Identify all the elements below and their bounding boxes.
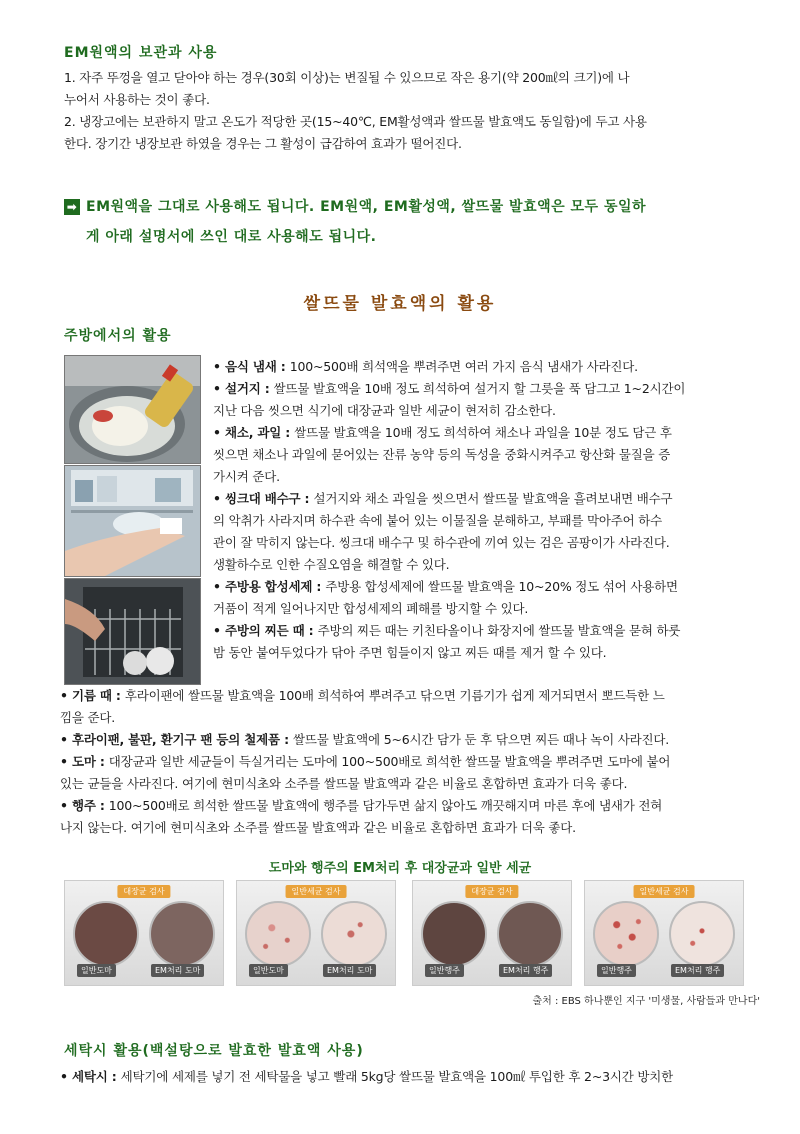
kitchen-line-text: 주방용 합성세제에 쌀뜨물 발효액을 10~20% 정도 섞어 사용하면 <box>325 579 678 594</box>
petri-dish <box>321 901 387 967</box>
kitchen-full-line-label: • 행주 : <box>60 798 109 813</box>
kitchen-full-line-text: 100~500배로 희석한 쌀뜨물 발효액에 행주를 담가두면 삶지 않아도 깨끗해지며 마른 후에 냄새가 전혀 <box>108 798 663 813</box>
storage-heading: EM원액의 보관과 사용 <box>64 45 218 61</box>
kitchen-line <box>213 620 773 642</box>
kitchen-line <box>213 642 773 664</box>
petri-dish <box>497 901 563 967</box>
kitchen-line-text: 지난 다음 씻으면 식기에 대장균과 일반 세균이 현저히 감소한다. <box>213 403 556 418</box>
kitchen-full-items <box>60 685 765 839</box>
kitchen-line-label: • 채소, 과일 : <box>213 425 295 440</box>
kitchen-line-label: • 주방의 찌든 때 : <box>213 623 318 638</box>
kitchen-line-text: 밤 동안 붙여두었다가 닦아 주면 힘들이지 않고 찌든 때를 제거 할 수 있다. <box>213 645 607 660</box>
kitchen-line <box>213 488 773 510</box>
kitchen-full-line <box>60 817 765 839</box>
callout-line2: 게 아래 설명서에 쓰인 대로 사용해도 됩니다. <box>86 229 377 245</box>
petri-panel-2 <box>236 880 396 986</box>
kitchen-full-line <box>60 795 765 817</box>
callout-line1: EM원액을 그대로 사용해도 됩니다. EM원액, EM활성액, 쌀뜨물 발효액은 모두 동일하 <box>86 199 647 215</box>
kitchen-line <box>213 554 773 576</box>
kitchen-full-line <box>60 685 765 707</box>
dishwasher-photo <box>64 578 201 685</box>
section-title: 쌀뜨물 발효액의 활용 <box>303 294 497 314</box>
refrigerator-photo <box>64 465 201 577</box>
kitchen-line <box>213 378 773 400</box>
laundry-heading: 세탁시 활용(백설탕으로 발효한 발효액 사용) <box>64 1043 364 1059</box>
figure-source: 출처 : EBS 하나뿐인 지구 '미생물, 사람들과 만나다' <box>532 996 760 1007</box>
kitchen-full-line <box>60 773 765 795</box>
petri-panel-4 <box>584 880 744 986</box>
kitchen-full-line-label: • 후라이팬, 불판, 환기구 팬 등의 철제품 : <box>60 732 294 747</box>
kitchen-line <box>213 444 773 466</box>
kitchen-full-line <box>60 707 765 729</box>
petri-dish <box>421 901 487 967</box>
kitchen-line-text: 주방의 찌든 때는 키친타올이나 화장지에 쌀뜨물 발효액을 묻혀 하룻 <box>317 623 681 638</box>
kitchen-full-line-text: 후라이팬에 쌀뜨물 발효액을 100배 희석하여 뿌려주고 닦으면 기름기가 쉽게 제거되면서 뽀드득한 느 <box>124 688 665 703</box>
kitchen-line-text: 쌀뜨물 발효액을 10배 정도 희석하여 채소나 과일을 10분 정도 담근 후 <box>294 425 672 440</box>
petri-dish <box>593 901 659 967</box>
kitchen-line-text: 쌀뜨물 발효액을 10배 정도 희석하여 설거지 할 그릇을 푹 담그고 1~2시간이 <box>273 381 686 396</box>
panel-left-label: 일반행주 <box>597 964 636 977</box>
kitchen-line <box>213 400 773 422</box>
kitchen-line-text: 설거지와 채소 과일을 씻으면서 쌀뜨물 발효액을 흘려보내면 배수구 <box>313 491 673 506</box>
kitchen-line <box>213 510 773 532</box>
storage-item2-line2: 한다. 장기간 냉장보관 하였을 경우는 그 활성이 급감하여 효과가 떨어진다. <box>64 136 462 151</box>
panel-left-label: 일반도마 <box>249 964 288 977</box>
kitchen-line-text: 거품이 적게 일어나지만 합성세제의 폐해를 방지할 수 있다. <box>213 601 529 616</box>
dishwashing-photo <box>64 355 201 464</box>
callout <box>64 192 764 252</box>
kitchen-full-line-text: 대장균과 일반 세균들이 득실거리는 도마에 100~500배로 희석한 쌀뜨물 발효액을 뿌려주면 도마에 붙어 <box>108 754 671 769</box>
kitchen-full-line-label: • 기름 때 : <box>60 688 125 703</box>
kitchen-line-text: 씻으면 채소나 과일에 묻어있는 잔류 농약 등의 독성을 중화시켜주고 항산화 물질을 증 <box>213 447 671 462</box>
laundry-line <box>60 1066 770 1088</box>
kitchen-heading: 주방에서의 활용 <box>64 328 172 344</box>
panel-badge: 대장균 검사 <box>117 885 170 898</box>
petri-dish <box>245 901 311 967</box>
kitchen-line-text: 가시켜 준다. <box>213 469 280 484</box>
kitchen-full-line <box>60 751 765 773</box>
storage-item2-line1: 2. 냉장고에는 보관하지 말고 온도가 적당한 곳(15~40℃, EM활성액과 쌀뜨물 발효액도 동일함)에 두고 사용 <box>64 114 647 129</box>
panel-badge: 대장균 검사 <box>465 885 518 898</box>
kitchen-line <box>213 422 773 444</box>
kitchen-full-line-label: • 도마 : <box>60 754 109 769</box>
laundry-line-text: 세탁기에 세제를 넣기 전 세탁물을 넣고 빨래 5kg당 쌀뜨물 발효액을 100㎖ 투입한 후 2~3시간 방치한 <box>120 1069 673 1084</box>
panel-badge: 일반세균 검사 <box>634 885 695 898</box>
kitchen-line <box>213 576 773 598</box>
kitchen-full-line-text: 쌀뜨물 발효액에 5~6시간 담가 둔 후 닦으면 찌든 때나 녹이 사라진다. <box>293 732 670 747</box>
callout-line1-row <box>64 192 764 222</box>
kitchen-line-text: 생활하수로 인한 수질오염을 해결할 수 있다. <box>213 557 450 572</box>
panel-badge: 일반세균 검사 <box>286 885 347 898</box>
kitchen-line <box>213 598 773 620</box>
storage-item1-line2: 누어서 사용하는 것이 좋다. <box>64 92 210 107</box>
petri-panel-3 <box>412 880 572 986</box>
panel-left-label: 일반행주 <box>425 964 464 977</box>
panel-right-label: EM처리 도마 <box>151 964 204 977</box>
panel-right-label: EM처리 행주 <box>499 964 552 977</box>
kitchen-line-label: • 설거지 : <box>213 381 274 396</box>
petri-dish <box>149 901 215 967</box>
kitchen-full-line <box>60 729 765 751</box>
kitchen-full-line-text: 있는 균들을 사라진다. 여기에 현미식초와 소주를 쌀뜨물 발효액과 같은 비율로 혼합하면 효과가 더욱 좋다. <box>60 776 628 791</box>
kitchen-line-label: • 주방용 합성세제 : <box>213 579 326 594</box>
storage-body <box>64 67 764 155</box>
panel-right-label: EM처리 행주 <box>671 964 724 977</box>
figure-caption: 도마와 행주의 EM처리 후 대장균과 일반 세균 <box>268 861 532 876</box>
kitchen-full-line-text: 낌을 준다. <box>60 710 116 725</box>
petri-dish <box>73 901 139 967</box>
dishwasher-illustration <box>65 579 200 684</box>
kitchen-line-label: • 씽크대 배수구 : <box>213 491 314 506</box>
kitchen-line-text: 의 악취가 사라지며 하수관 속에 붙어 있는 이물질을 분해하고, 부패를 막아주어 하수 <box>213 513 663 528</box>
kitchen-line-text: 100~500배 희석액을 뿌려주면 여러 가지 음식 냄새가 사라진다. <box>289 359 638 374</box>
kitchen-line-label: • 음식 냄새 : <box>213 359 290 374</box>
dishwashing-illustration <box>65 356 200 463</box>
laundry-line-label: • 세탁시 : <box>60 1069 121 1084</box>
panel-right-label: EM처리 도마 <box>323 964 376 977</box>
kitchen-line-text: 관이 잘 막히지 않는다. 씽크대 배수구 및 하수관에 끼여 있는 검은 곰팡이가 사라진다. <box>213 535 670 550</box>
kitchen-items <box>213 356 773 664</box>
kitchen-line <box>213 356 773 378</box>
kitchen-full-line-text: 나지 않는다. 여기에 현미식초와 소주를 쌀뜨물 발효액과 같은 비율로 혼합하면 효과가 더욱 좋다. <box>60 820 576 835</box>
kitchen-line <box>213 532 773 554</box>
arrow-right-icon: ➡ <box>64 199 80 215</box>
refrigerator-illustration <box>65 466 200 576</box>
petri-panel-1 <box>64 880 224 986</box>
storage-item1-line1: 1. 자주 뚜껑을 열고 닫아야 하는 경우(30회 이상)는 변질될 수 있으므로 작은 용기(약 200㎖의 크기)에 나 <box>64 70 630 85</box>
panel-left-label: 일반도마 <box>77 964 116 977</box>
petri-dish <box>669 901 735 967</box>
kitchen-line <box>213 466 773 488</box>
